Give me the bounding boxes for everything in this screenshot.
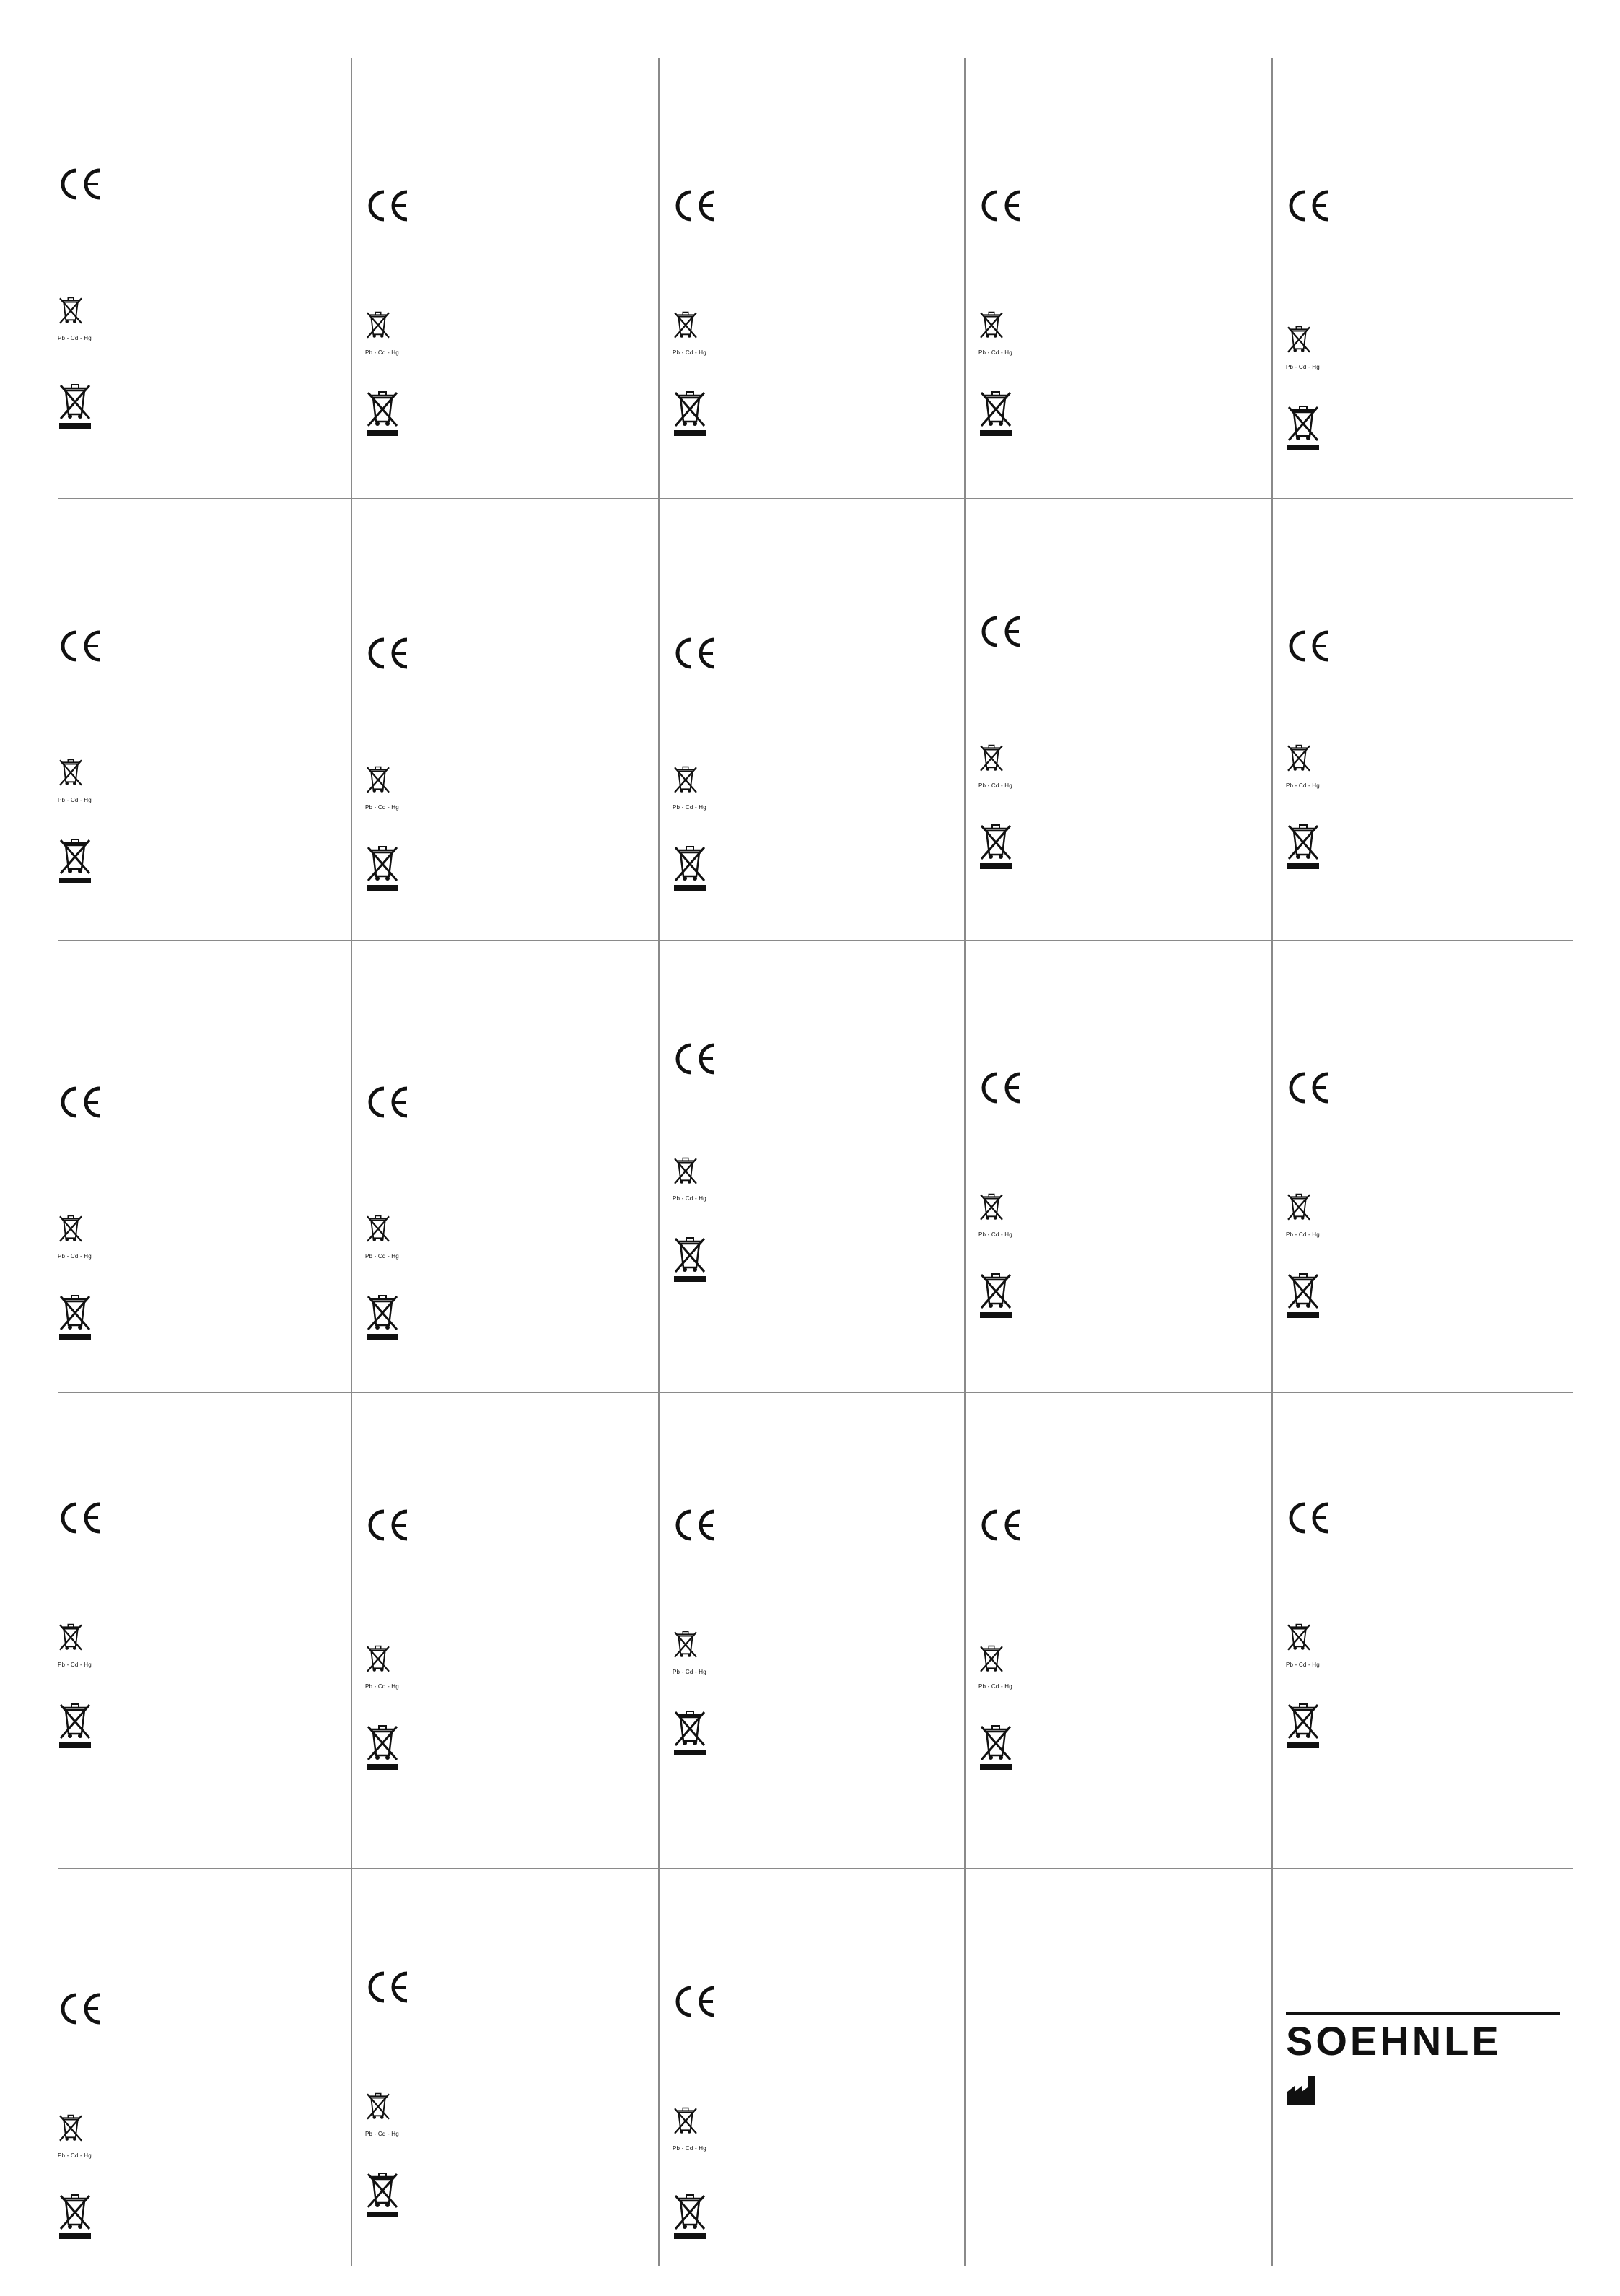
- battery-heavy-metals-label: Pb - Cd - Hg: [673, 349, 706, 356]
- symbol-cell: [658, 1392, 964, 1868]
- brand-logo: SOEHNLE: [1286, 2018, 1502, 2064]
- ce-mark-icon: [673, 188, 719, 224]
- battery-disposal-symbol: [673, 2106, 704, 2152]
- crossed-out-battery-bin-icon: [58, 758, 84, 794]
- crossed-out-battery-bin-icon: [365, 765, 391, 801]
- battery-heavy-metals-label: Pb - Cd - Hg: [58, 797, 92, 803]
- battery-heavy-metals-label: Pb - Cd - Hg: [1286, 782, 1320, 789]
- ce-mark-icon: [365, 1507, 411, 1543]
- battery-disposal-symbol: [365, 2092, 397, 2138]
- ce-mark-icon: [365, 1969, 411, 2005]
- crossed-out-wheelie-bin-icon: [673, 390, 707, 437]
- symbol-cell: [58, 498, 351, 940]
- battery-heavy-metals-label: Pb - Cd - Hg: [365, 349, 399, 356]
- symbol-cell: [351, 940, 658, 1392]
- crossed-out-wheelie-bin-icon: [58, 383, 92, 430]
- battery-heavy-metals-label: Pb - Cd - Hg: [978, 782, 1012, 789]
- crossed-out-wheelie-bin-icon: [673, 2193, 707, 2240]
- crossed-out-battery-bin-icon: [978, 1644, 1004, 1680]
- crossed-out-wheelie-bin-icon: [978, 1724, 1013, 1771]
- symbol-cell: [964, 58, 1271, 498]
- symbol-cell: [964, 498, 1271, 940]
- crossed-out-wheelie-bin-icon: [58, 1293, 92, 1341]
- battery-disposal-symbol: [673, 765, 704, 811]
- crossed-out-battery-bin-icon: [978, 743, 1004, 780]
- symbol-cell: [1271, 1392, 1573, 1868]
- symbol-cell: [658, 940, 964, 1392]
- crossed-out-wheelie-bin-icon: [978, 1272, 1013, 1319]
- battery-disposal-symbol: [978, 1644, 1010, 1690]
- crossed-out-battery-bin-icon: [365, 1644, 391, 1680]
- crossed-out-battery-bin-icon: [673, 765, 699, 801]
- crossed-out-battery-bin-icon: [673, 2106, 699, 2142]
- ce-mark-icon: [978, 614, 1025, 650]
- battery-heavy-metals-label: Pb - Cd - Hg: [365, 2131, 399, 2137]
- battery-disposal-symbol: [58, 758, 92, 804]
- battery-disposal-symbol: [978, 310, 1010, 357]
- symbol-cell: [964, 1392, 1271, 1868]
- crossed-out-battery-bin-icon: [58, 1214, 84, 1250]
- battery-heavy-metals-label: Pb - Cd - Hg: [58, 1662, 92, 1668]
- ce-mark-icon: [58, 1991, 104, 2027]
- crossed-out-battery-bin-icon: [978, 1192, 1004, 1228]
- crossed-out-battery-bin-icon: [365, 2092, 391, 2128]
- crossed-out-wheelie-bin-icon: [58, 837, 92, 885]
- ce-mark-icon: [673, 1507, 719, 1543]
- battery-heavy-metals-label: Pb - Cd - Hg: [1286, 364, 1320, 370]
- battery-heavy-metals-label: Pb - Cd - Hg: [978, 1683, 1012, 1690]
- ce-mark-icon: [978, 188, 1025, 224]
- symbol-cell: [658, 58, 964, 498]
- crossed-out-wheelie-bin-icon: [365, 1724, 400, 1771]
- crossed-out-wheelie-bin-icon: [673, 844, 707, 892]
- crossed-out-wheelie-bin-icon: [673, 1709, 707, 1757]
- crossed-out-wheelie-bin-icon: [58, 2193, 92, 2240]
- battery-heavy-metals-label: Pb - Cd - Hg: [365, 1253, 399, 1260]
- battery-heavy-metals-label: Pb - Cd - Hg: [673, 1195, 706, 1202]
- battery-disposal-symbol: [978, 1192, 1010, 1239]
- battery-disposal-symbol: [58, 2113, 92, 2160]
- battery-heavy-metals-label: Pb - Cd - Hg: [978, 349, 1012, 356]
- battery-disposal-symbol: [1286, 325, 1318, 371]
- ce-mark-icon: [58, 1500, 104, 1536]
- battery-disposal-symbol: [365, 765, 397, 811]
- crossed-out-battery-bin-icon: [673, 310, 699, 346]
- battery-heavy-metals-label: Pb - Cd - Hg: [58, 1253, 92, 1260]
- battery-disposal-symbol: [365, 1644, 397, 1690]
- symbol-cell: [58, 1392, 351, 1868]
- battery-disposal-symbol: [978, 743, 1010, 790]
- battery-heavy-metals-label: Pb - Cd - Hg: [673, 804, 706, 811]
- ce-mark-icon: [1286, 1070, 1332, 1106]
- empty-cell: [964, 1868, 1271, 2266]
- crossed-out-battery-bin-icon: [1286, 325, 1312, 361]
- ce-mark-icon: [365, 635, 411, 671]
- symbol-cell: [351, 1392, 658, 1868]
- crossed-out-wheelie-bin-icon: [673, 1236, 707, 1283]
- battery-disposal-symbol: [365, 1214, 397, 1260]
- crossed-out-wheelie-bin-icon: [365, 390, 400, 437]
- ce-mark-icon: [365, 188, 411, 224]
- manufacturer-factory-icon: [1286, 2074, 1318, 2106]
- crossed-out-battery-bin-icon: [673, 1156, 699, 1192]
- symbol-cell: [58, 940, 351, 1392]
- crossed-out-battery-bin-icon: [673, 1630, 699, 1666]
- crossed-out-wheelie-bin-icon: [1286, 1702, 1321, 1750]
- battery-heavy-metals-label: Pb - Cd - Hg: [58, 335, 92, 341]
- symbol-cell: [351, 498, 658, 940]
- crossed-out-wheelie-bin-icon: [1286, 823, 1321, 870]
- label-sheet-grid: [58, 58, 1573, 2266]
- symbol-cell: [1271, 940, 1573, 1392]
- battery-heavy-metals-label: Pb - Cd - Hg: [365, 804, 399, 811]
- battery-disposal-symbol: [1286, 1192, 1318, 1239]
- ce-mark-icon: [673, 1041, 719, 1077]
- battery-heavy-metals-label: Pb - Cd - Hg: [673, 2145, 706, 2152]
- crossed-out-battery-bin-icon: [1286, 1623, 1312, 1659]
- battery-disposal-symbol: [58, 1214, 92, 1260]
- crossed-out-battery-bin-icon: [58, 2113, 84, 2149]
- crossed-out-wheelie-bin-icon: [1286, 1272, 1321, 1319]
- symbol-cell: [658, 1868, 964, 2266]
- brand-cell: [1271, 1868, 1573, 2266]
- symbol-cell: [351, 58, 658, 498]
- battery-heavy-metals-label: Pb - Cd - Hg: [1286, 1662, 1320, 1668]
- battery-disposal-symbol: [58, 296, 92, 342]
- ce-mark-icon: [978, 1507, 1025, 1543]
- symbol-cell: [658, 498, 964, 940]
- battery-disposal-symbol: [673, 310, 704, 357]
- ce-mark-icon: [1286, 1500, 1332, 1536]
- crossed-out-wheelie-bin-icon: [365, 844, 400, 892]
- crossed-out-battery-bin-icon: [365, 310, 391, 346]
- ce-mark-icon: [58, 166, 104, 202]
- battery-disposal-symbol: [1286, 1623, 1318, 1669]
- symbol-cell: [58, 1868, 351, 2266]
- logo-rule: [1286, 2012, 1560, 2015]
- ce-mark-icon: [673, 635, 719, 671]
- crossed-out-battery-bin-icon: [1286, 1192, 1312, 1228]
- symbol-cell: [1271, 58, 1573, 498]
- battery-disposal-symbol: [365, 310, 397, 357]
- battery-disposal-symbol: [58, 1623, 92, 1669]
- battery-heavy-metals-label: Pb - Cd - Hg: [1286, 1231, 1320, 1238]
- ce-mark-icon: [1286, 628, 1332, 664]
- ce-mark-icon: [58, 1084, 104, 1120]
- ce-mark-icon: [58, 628, 104, 664]
- symbol-cell: [1271, 498, 1573, 940]
- crossed-out-wheelie-bin-icon: [365, 1293, 400, 1341]
- symbol-cell: [964, 940, 1271, 1392]
- ce-mark-icon: [978, 1070, 1025, 1106]
- crossed-out-battery-bin-icon: [58, 1623, 84, 1659]
- crossed-out-battery-bin-icon: [1286, 743, 1312, 780]
- symbol-cell: [351, 1868, 658, 2266]
- battery-heavy-metals-label: Pb - Cd - Hg: [365, 1683, 399, 1690]
- ce-mark-icon: [673, 1983, 719, 2020]
- battery-disposal-symbol: [673, 1630, 704, 1676]
- crossed-out-wheelie-bin-icon: [365, 2171, 400, 2219]
- crossed-out-battery-bin-icon: [58, 296, 84, 332]
- battery-heavy-metals-label: Pb - Cd - Hg: [58, 2152, 92, 2159]
- ce-mark-icon: [1286, 188, 1332, 224]
- crossed-out-wheelie-bin-icon: [58, 1702, 92, 1750]
- crossed-out-battery-bin-icon: [978, 310, 1004, 346]
- battery-heavy-metals-label: Pb - Cd - Hg: [978, 1231, 1012, 1238]
- crossed-out-wheelie-bin-icon: [978, 390, 1013, 437]
- ce-mark-icon: [365, 1084, 411, 1120]
- crossed-out-battery-bin-icon: [365, 1214, 391, 1250]
- battery-heavy-metals-label: Pb - Cd - Hg: [673, 1669, 706, 1675]
- battery-disposal-symbol: [1286, 743, 1318, 790]
- crossed-out-wheelie-bin-icon: [978, 823, 1013, 870]
- symbol-cell: [58, 58, 351, 498]
- battery-disposal-symbol: [673, 1156, 704, 1202]
- crossed-out-wheelie-bin-icon: [1286, 404, 1321, 452]
